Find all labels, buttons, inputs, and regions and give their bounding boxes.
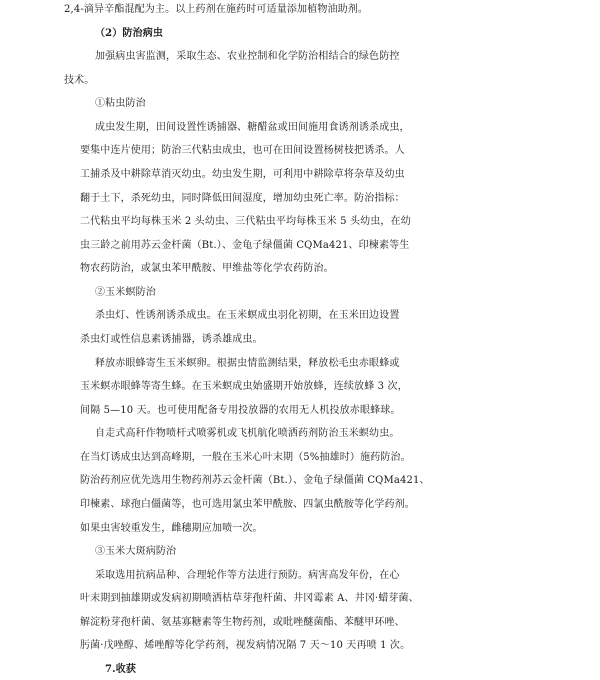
subsection-heading: ①粘虫防治 xyxy=(95,98,146,110)
text-line: 防治药剂应优先选用生物药剂苏云金杆菌（Bt.）、金龟子绿僵菌 CQMa421、 xyxy=(80,475,430,487)
text-line: 采取选用抗病品种、合理轮作等方法进行预防。病害高发年份，在心 xyxy=(95,569,400,581)
text-line: 印楝素、球孢白僵菌等，也可选用氯虫苯甲酰胺、四氯虫酰胺等化学药剂。 xyxy=(80,499,415,510)
subsection-heading: ②玉米螟防治 xyxy=(95,286,156,298)
text-line: 二代粘虫平均每株玉米 2 头幼虫、三代粘虫平均每株玉米 5 头幼虫，在幼 xyxy=(80,216,411,228)
text-line: 加强病虫害监测，采取生态、农业控制和化学防治相结合的绿色防控 xyxy=(95,51,400,63)
text-line: 翻于土下，杀死幼虫，同时降低田间湿度，增加幼虫死亡率。防治指标： xyxy=(80,192,405,204)
text-line: 如果虫害较重发生，雌穗期应加喷一次。 xyxy=(80,522,263,534)
text-line: 自走式高秆作物喷杆式喷雾机或飞机航化喷洒药剂防治玉米螟幼虫。 xyxy=(95,428,400,440)
text-line: 要集中连片使用；防治三代粘虫成虫，也可在田间设置杨树枝把诱杀。人 xyxy=(80,145,405,157)
text-line: 虫三龄之前用苏云金杆菌（Bt.）、金龟子绿僵菌 CQMa421、印楝素等生 xyxy=(80,239,410,251)
text-line: 在当灯诱成虫达到高峰期，一般在玉米心叶末期（5%抽雄时）施药防治。 xyxy=(80,451,411,463)
text-line: 成虫发生期，田间设置性诱捕器、糖醋盆或田间施用食诱剂诱杀成虫， xyxy=(95,121,410,133)
text-line: 技术。 xyxy=(64,74,95,86)
text-line: 肟菌·戊唑醇、烯唑醇等化学药剂，视发病情况隔 7 天～10 天再喷 1 次。 xyxy=(80,640,411,652)
text-line: 物农药防治，或氯虫苯甲酰胺、甲维盐等化学农药防治。 xyxy=(80,263,334,275)
section-heading: （2）防治病虫 xyxy=(95,27,164,39)
section-heading: 7.收获 xyxy=(105,664,137,675)
text-line: 叶末期到抽雄期或发病初期喷洒枯草芽孢杆菌、井冈霉素 A、井冈·蜡芽菌、 xyxy=(80,593,419,605)
text-line: 杀虫灯或性信息素诱捕器，诱杀雄成虫。 xyxy=(80,334,263,345)
text-line: 工捕杀及中耕除草消灭幼虫。幼虫发生期，可利用中耕除草将杂草及幼虫 xyxy=(80,169,405,180)
text-line: 解淀粉芽孢杆菌、氨基寡糖素等生物药剂，或吡唑醚菌酯、苯醚甲环唑、 xyxy=(80,616,405,628)
text-line: 玉米螟赤眼蜂等寄生蜂。在玉米螟成虫始盛期开始放蜂，连续放蜂 3 次， xyxy=(80,381,408,393)
text-line: 释放赤眼蜂寄生玉米螟卵。根据虫情监测结果，释放松毛虫赤眼蜂或 xyxy=(95,357,400,369)
subsection-heading: ③玉米大斑病防治 xyxy=(95,546,177,558)
text-line: 2,4-滴异辛酯混配为主。以上药剂在施药时可适量添加植物油助剂。 xyxy=(64,4,369,15)
text-line: 间隔 5—10 天。也可使用配备专用投放器的农用无人机投放赤眼蜂球。 xyxy=(80,404,401,416)
text-line: 杀虫灯、性诱剂诱杀成虫。在玉米螟成虫羽化初期，在玉米田边设置 xyxy=(95,310,400,322)
